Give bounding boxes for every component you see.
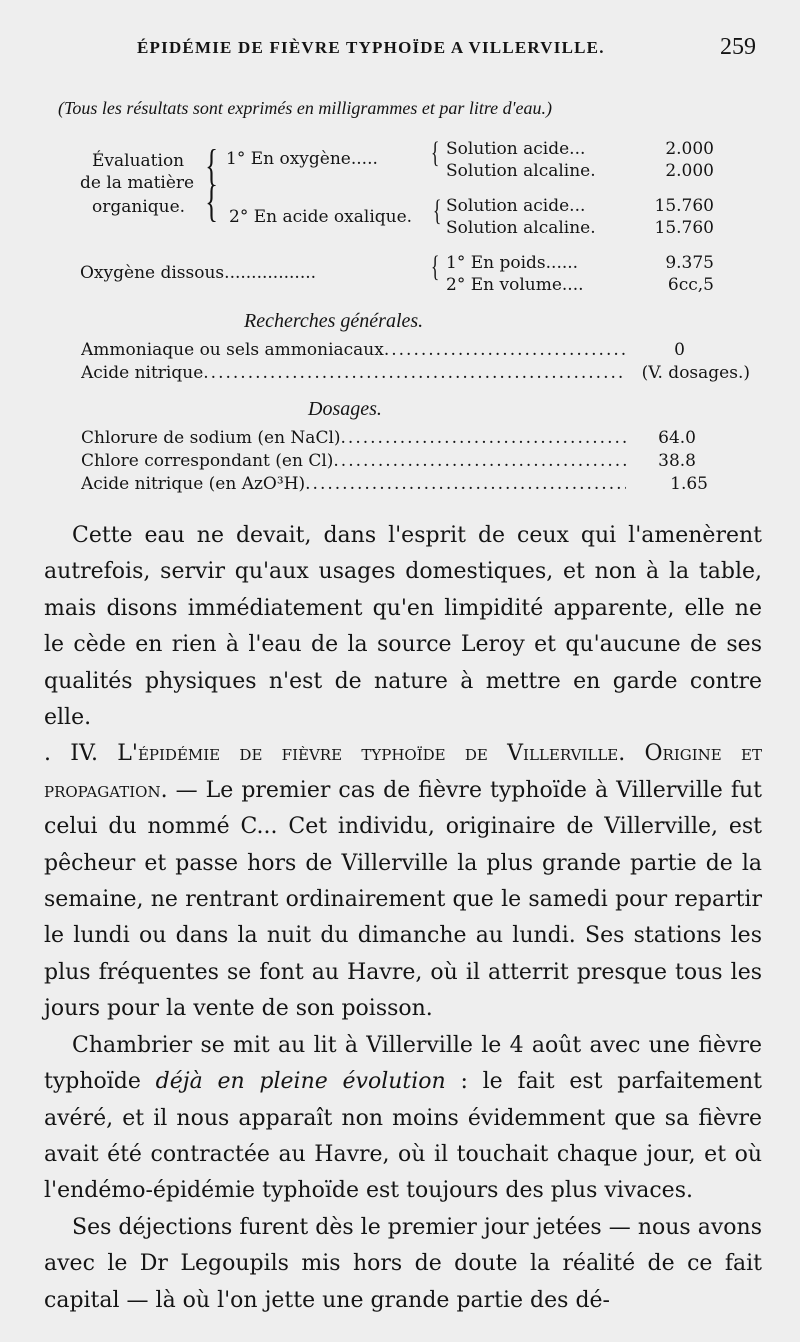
paragraph: Cette eau ne devait, dans l'esprit de ceux qui l'amenèrent autrefois, servir qu'aux usages domestiques, et non à la table, mais disons immédiatement qu'en limpidité apparente, elle ne le cède en rien à l'eau de la source Leroy et qu'aucune de ses qualités physiques n'est de nature à mettre en garde contre elle.	[44, 523, 762, 731]
dosages-value: 38.8	[658, 451, 696, 471]
row-label: Solution acide...	[446, 196, 586, 216]
evaluation-label-line-2: de la matière	[80, 173, 195, 193]
row-value: 2.000	[665, 161, 714, 181]
row-label: Solution alcaline.	[446, 161, 596, 181]
dosages-heading: Dosages.	[308, 398, 382, 420]
row-value: 6cc,5	[667, 275, 714, 295]
left-brace: {	[205, 177, 218, 226]
right-brace: {	[430, 136, 440, 169]
recherches-heading: Recherches générales.	[244, 310, 424, 332]
recherches-value: (V. dosages.)	[641, 363, 750, 383]
row-label: Solution acide...	[446, 139, 586, 159]
row-label: 1° En poids......	[446, 253, 579, 273]
paragraph: Ses déjections furent dès le premier jour jetées — nous avons avec le Dr Legoupils mis hors de doute la réalité de ce fait capital — là où l'on jette une grande partie des dé-	[44, 1214, 762, 1313]
recherches-value: 0	[674, 340, 685, 360]
dosages-row: Chlore correspondant (en Cl) .....	[81, 451, 626, 473]
row-value: 2.000	[665, 139, 714, 159]
section-heading: . IV. L'épidémie de fièvre typhoïde de Villerville. Origine et propagation.	[44, 741, 762, 803]
recherches-row: Ammoniaque ou sels ammoniacaux .....	[81, 340, 626, 362]
evaluation-label-line-3: organique.	[92, 197, 186, 217]
body-text	[44, 518, 762, 1319]
oxygen-label: Oxygène dissous.................	[80, 263, 317, 283]
row-value: 9.375	[665, 253, 714, 273]
evaluation-label-line-1: Évaluation	[92, 151, 185, 171]
section-paragraph: . IV. L'épidémie de fièvre typhoïde de Villerville. Origine et propagation. — Le premier cas de fièvre typhoïde à Villerville fut celui du nommé C... Cet individu, originaire de Villerville, est pêcheur et passe hors de Villerville la plus grande partie de la semaine, ne rentrant ordinairement que le samedi pour repartir le lundi ou dans la nuit du dimanche au lundi. Ses stations les plus fréquentes se font au Havre, où il atterrit presque tous les jours pour la vente de son poisson.	[44, 741, 762, 1022]
page-number: 259	[720, 34, 756, 60]
dosages-value: 1.65	[670, 474, 708, 494]
paragraph: Chambrier se mit au lit à Villerville le 4 août avec une fièvre typhoïde déjà en pleine évolution : le fait est parfaitement avéré, et il nous apparaît non moins évidemment que sa fièvre avait été contractée au Havre, où il touchait chaque jour, et où l'endémo-épidémie typhoïde est toujours des plus vivaces.	[44, 1032, 763, 1204]
left-brace: {	[205, 141, 218, 190]
running-title: ÉPIDÉMIE DE FIÈVRE TYPHOÏDE A VILLERVILLE.	[137, 38, 605, 57]
right-brace: {	[432, 194, 442, 227]
row-label: 2° En volume....	[446, 275, 584, 295]
row-label: Solution alcaline.	[446, 218, 596, 238]
method-oxygen: 1° En oxygène.....	[226, 149, 378, 169]
recherches-row: Acide nitrique .....	[81, 363, 626, 385]
units-note: (Tous les résultats sont exprimés en milligrammes et par litre d'eau.)	[58, 98, 552, 118]
dosages-value: 64.0	[658, 428, 696, 448]
right-brace: {	[430, 250, 440, 283]
dosages-row: Acide nitrique (en AzO³H) .....	[81, 474, 626, 496]
running-header	[0, 34, 800, 68]
dosages-row: Chlorure de sodium (en NaCl) .....	[81, 428, 626, 450]
method-oxalic: 2° En acide oxalique.	[229, 207, 413, 227]
row-value: 15.760	[654, 196, 714, 216]
row-value: 15.760	[654, 218, 714, 238]
